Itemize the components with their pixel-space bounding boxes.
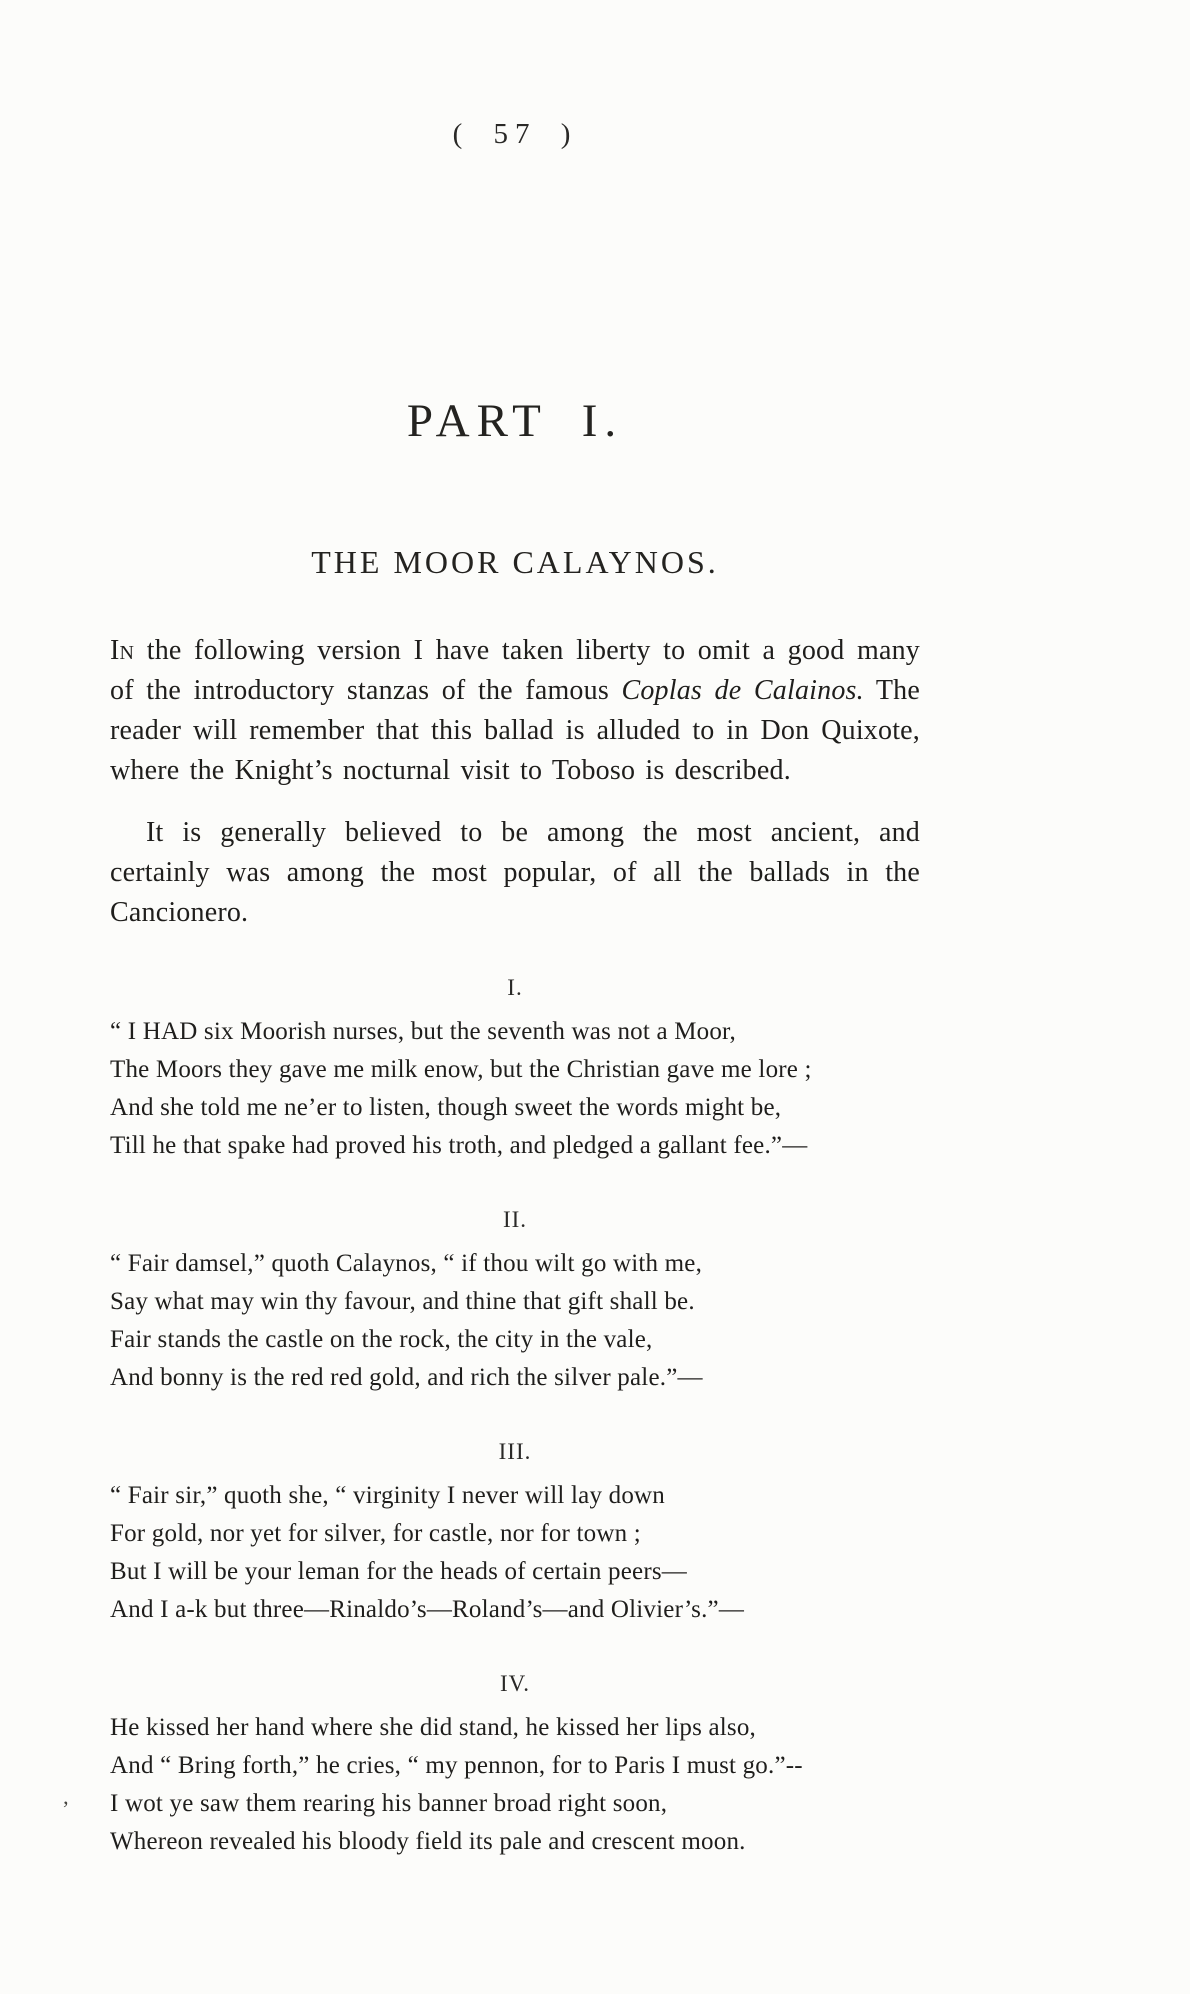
poem-line: I wot ye saw them rearing his banner broad right soon,	[110, 1790, 668, 1817]
paragraph-text: the following version I have taken liberty to omit a good many of the introductory stanzas of the famous	[110, 635, 920, 706]
poem-line: Whereon revealed his bloody field its pale and crescent moon.	[110, 1828, 746, 1855]
poem-line: And bonny is the red red gold, and rich the silver pale.”—	[110, 1364, 703, 1391]
poem-line: “ Fair sir,” quoth she, “ virginity I never will lay down	[110, 1482, 665, 1509]
poem-line: “ Fair damsel,” quoth Calaynos, “ if thou wilt go with me,	[110, 1250, 703, 1277]
poem-line: For gold, nor yet for silver, for castle, nor for town ;	[110, 1520, 641, 1547]
stanza-numeral: III.	[498, 1439, 532, 1464]
stanza-numeral: II.	[502, 1207, 528, 1232]
poem-line: The Moors they gave me milk enow, but the Christian gave me lore ;	[110, 1056, 812, 1083]
stanza-numeral: I.	[507, 975, 523, 1000]
intro-paragraph-2: It is generally believed to be among the most ancient, and certainly was among the most popular, of all the ballads in the Cancionero.	[110, 817, 920, 928]
poem-line: And she told me ne’er to listen, though sweet the words might be,	[110, 1094, 782, 1121]
italic-title-phrase: Coplas de Calainos.	[621, 675, 864, 706]
poem-line: But I will be your leman for the heads of certain peers—	[110, 1558, 687, 1585]
part-heading: PART I.	[406, 395, 624, 447]
margin-mark: ’	[62, 1796, 70, 1821]
poem-line: He kissed her hand where she did stand, he kissed her lips also,	[110, 1714, 756, 1741]
poem-line: Say what may win thy favour, and thine that gift shall be.	[110, 1288, 695, 1315]
stanza-numeral: IV.	[499, 1671, 531, 1696]
document-title: THE MOOR CALAYNOS.	[311, 544, 719, 580]
poem-line: And “ Bring forth,” he cries, “ my pennon, for to Paris I must go.”--	[110, 1752, 803, 1779]
stanza-1	[110, 975, 920, 1165]
poem-line: “ I HAD six Moorish nurses, but the seventh was not a Moor,	[110, 1018, 736, 1045]
intro-paragraph-1	[110, 631, 920, 791]
stanza-3	[110, 1439, 920, 1629]
page-number: ( 57 )	[452, 118, 578, 150]
page-content	[110, 118, 920, 1861]
poem-line: And I a-k but three—Rinaldo’s—Roland’s—and Olivier’s.”—	[110, 1596, 745, 1623]
stanza-2	[110, 1207, 920, 1397]
poem-line: Till he that spake had proved his troth, and pledged a gallant fee.”—	[110, 1132, 808, 1159]
stanza-4	[110, 1671, 920, 1861]
poem-line: Fair stands the castle on the rock, the city in the vale,	[110, 1326, 653, 1353]
paragraph-lead-smallcaps: In	[110, 635, 135, 666]
paragraph-text: The reader will remember that this ballad is alluded to in Don Quixote, where the Knight’s nocturnal visit to Toboso is described.	[110, 675, 920, 786]
